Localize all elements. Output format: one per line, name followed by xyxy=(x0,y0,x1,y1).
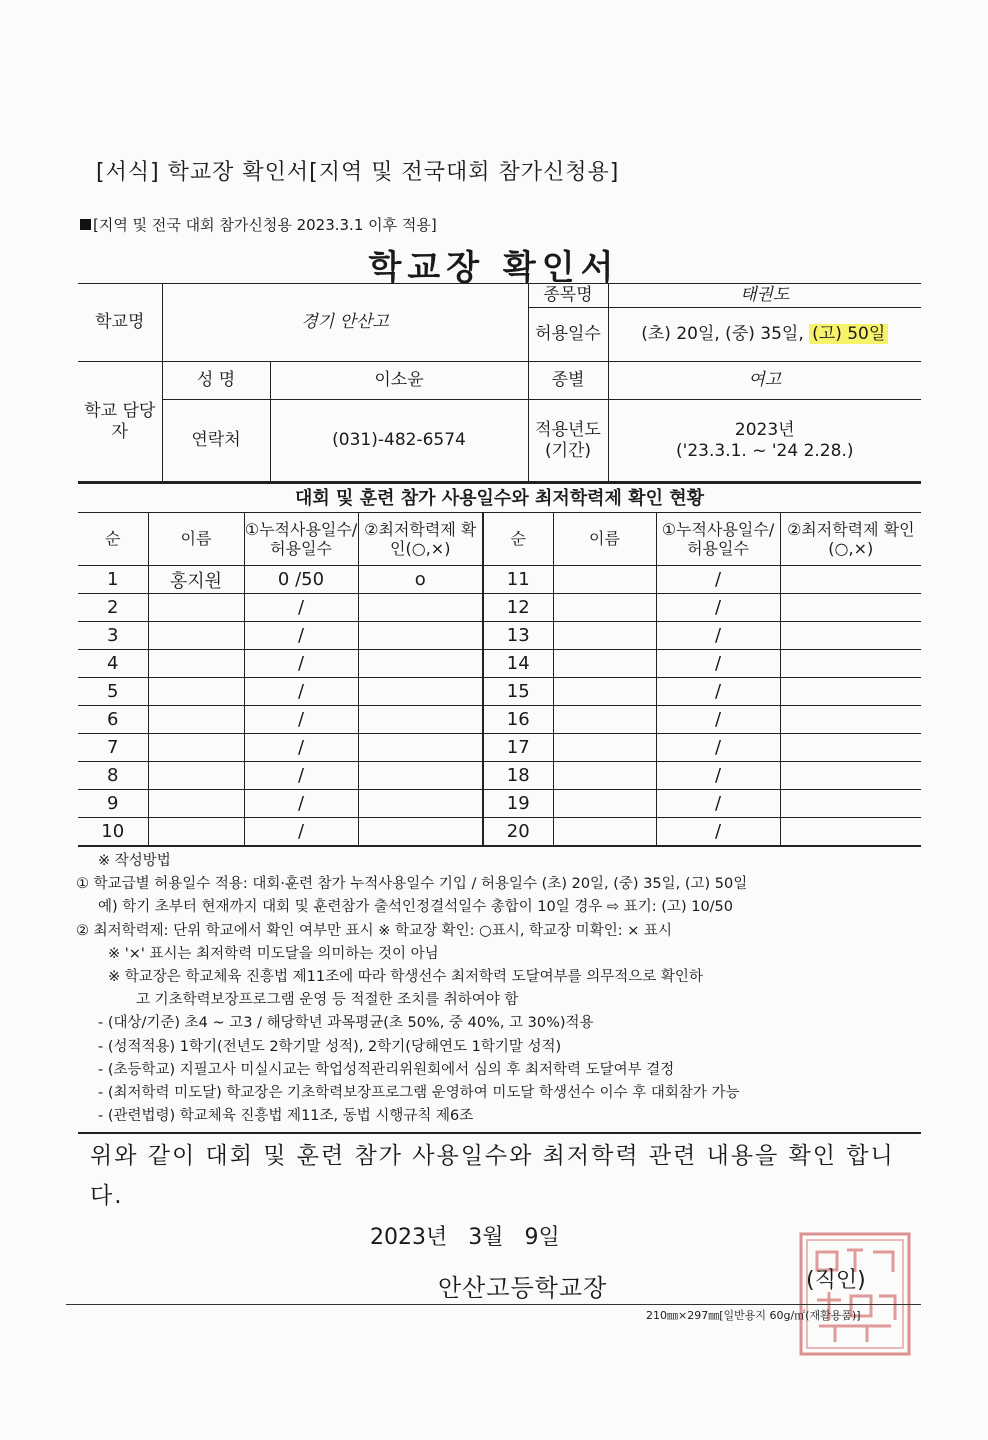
name-cell: 홍지원 xyxy=(148,566,244,594)
name-cell xyxy=(553,734,656,762)
table-row xyxy=(78,706,921,734)
note-line: ① 학교급별 허용일수 적용: 대회·훈련 참가 누적사용일수 기입 / 허용일수 (초) 20일, (중) 35일, (고) 50일 xyxy=(76,876,748,893)
check-cell xyxy=(780,622,921,650)
seq-cell: 2 xyxy=(78,594,148,622)
notice xyxy=(80,214,437,235)
seq-cell: 10 xyxy=(78,818,148,847)
note-line: - (성적적용) 1학기(전년도 2학기말 성적), 2학기(당해연도 1학기말 성적) xyxy=(98,1038,562,1055)
days-cell: / xyxy=(244,650,358,678)
days-cell: 0 /50 xyxy=(244,566,358,594)
year-period: ('23.3.1. ~ '24 2.28.) xyxy=(676,440,854,461)
seal-label: (직인) xyxy=(806,1268,866,1293)
name-cell xyxy=(148,762,244,790)
seq-cell: 11 xyxy=(483,566,553,594)
header-days-right: ①누적사용일수/허용일수 xyxy=(656,513,780,566)
check-cell xyxy=(358,650,483,678)
seq-cell: 12 xyxy=(483,594,553,622)
seq-cell: 15 xyxy=(483,678,553,706)
table-row xyxy=(78,818,921,847)
check-cell xyxy=(780,650,921,678)
note-line: 고 기초학력보장프로그램 운영 등 적절한 조치를 취하여야 함 xyxy=(136,992,519,1009)
square-bullet-icon xyxy=(80,219,91,230)
name-cell xyxy=(148,678,244,706)
days-cell: / xyxy=(244,678,358,706)
seq-cell: 14 xyxy=(483,650,553,678)
name-cell xyxy=(553,650,656,678)
days-cell: / xyxy=(244,706,358,734)
days-cell: / xyxy=(656,734,780,762)
check-cell xyxy=(780,734,921,762)
info-table xyxy=(78,283,921,482)
bottom-divider xyxy=(66,1304,921,1305)
check-cell xyxy=(358,762,483,790)
seq-cell: 20 xyxy=(483,818,553,847)
days-cell: / xyxy=(656,566,780,594)
days-cell: / xyxy=(244,594,358,622)
note-line: 예) 학기 초부터 현재까지 대회 및 훈련참가 출석인정결석일수 총합이 10일 경우 ⇨ 표기: (고) 10/50 xyxy=(98,899,734,916)
days-cell: / xyxy=(656,790,780,818)
note-line: - (초등학교) 지필고사 미실시교는 학업성적관리위원회에서 심의 후 최저학력 도달여부 결정 xyxy=(98,1061,675,1078)
seq-cell: 8 xyxy=(78,762,148,790)
days-cell: / xyxy=(656,650,780,678)
status-table xyxy=(78,512,921,847)
check-cell xyxy=(358,594,483,622)
notes-heading: ※ 작성방법 xyxy=(98,853,171,869)
table-row xyxy=(78,734,921,762)
days-cell: / xyxy=(656,678,780,706)
name-cell xyxy=(553,762,656,790)
name-cell xyxy=(553,706,656,734)
days-cell: / xyxy=(656,622,780,650)
form-label: [서식] 학교장 확인서[지역 및 전국대회 참가신청용] xyxy=(96,160,620,185)
days-cell: / xyxy=(656,762,780,790)
year-value xyxy=(608,400,921,482)
days-cell: / xyxy=(656,594,780,622)
school-value: 경기 안산고 xyxy=(162,284,528,362)
name-cell xyxy=(553,622,656,650)
check-cell xyxy=(780,706,921,734)
check-cell xyxy=(358,622,483,650)
seq-cell: 7 xyxy=(78,734,148,762)
days-cell: / xyxy=(244,818,358,847)
name-cell xyxy=(148,790,244,818)
check-cell: o xyxy=(358,566,483,594)
days-value-text: (초) 20일, (중) 35일, xyxy=(641,324,804,345)
seq-cell: 13 xyxy=(483,622,553,650)
header-seq: 순 xyxy=(78,513,148,566)
name-cell xyxy=(148,818,244,847)
check-cell xyxy=(780,566,921,594)
table-row xyxy=(78,650,921,678)
name-label: 성 명 xyxy=(162,362,270,400)
days-cell: / xyxy=(244,622,358,650)
school-label: 학교명 xyxy=(78,284,162,362)
name-cell xyxy=(553,566,656,594)
check-cell xyxy=(780,678,921,706)
name-cell xyxy=(148,622,244,650)
check-cell xyxy=(358,818,483,847)
contact-value: (031)-482-6574 xyxy=(270,400,528,482)
days-cell: / xyxy=(656,818,780,847)
check-cell xyxy=(780,790,921,818)
check-cell xyxy=(780,762,921,790)
table-row xyxy=(78,762,921,790)
section-title: 대회 및 훈련 참가 사용일수와 최저학력제 확인 현황 xyxy=(78,482,921,514)
seq-cell: 19 xyxy=(483,790,553,818)
page-title: 학교장 확인서 xyxy=(368,248,620,288)
table-row xyxy=(78,566,921,594)
event-label: 종목명 xyxy=(528,284,608,308)
seq-cell: 9 xyxy=(78,790,148,818)
table-row xyxy=(78,594,921,622)
table-row xyxy=(78,790,921,818)
official-seal-icon xyxy=(795,1230,915,1358)
seq-cell: 17 xyxy=(483,734,553,762)
note-line: - (관련법령) 학교체육 진흥법 제11조, 동법 시행규칙 제6조 xyxy=(98,1108,474,1125)
year-value-text: 2023년 xyxy=(734,419,795,440)
table-row xyxy=(78,678,921,706)
seq-cell: 1 xyxy=(78,566,148,594)
manager-label: 학교 담당자 xyxy=(78,362,162,482)
notice-text: [지역 및 전국 대회 참가신청용 2023.3.1 이후 적용] xyxy=(93,216,437,234)
notes xyxy=(76,850,926,1128)
seq-cell: 5 xyxy=(78,678,148,706)
note-line: ※ 학교장은 학교체육 진흥법 제11조에 따라 학생선수 최저학력 도달여부를 의무적으로 확인하 xyxy=(108,969,703,986)
year-label: 적용년도 (기간) xyxy=(528,400,608,482)
divider xyxy=(78,1132,921,1134)
check-cell xyxy=(780,594,921,622)
paper-spec: 210㎜×297㎜[일반용지 60g/㎡(재활용품)] xyxy=(646,1309,861,1322)
note-line: - (최저학력 미도달) 학교장은 기초학력보장프로그램 운영하여 미도달 학생선수 이수 후 대회참가 가능 xyxy=(98,1085,740,1102)
date: 2023년 3월 9일 xyxy=(370,1225,560,1250)
check-cell xyxy=(358,734,483,762)
days-cell: / xyxy=(244,734,358,762)
name-cell xyxy=(148,594,244,622)
principal-name: 안산고등학교장 xyxy=(438,1274,608,1302)
note-line: - (대상/기준) 초4 ~ 고3 / 해당학년 과목평균(초 50%, 중 40%, 고 30%)적용 xyxy=(98,1015,594,1032)
gender-value: 여고 xyxy=(608,362,921,400)
seq-cell: 3 xyxy=(78,622,148,650)
name-cell xyxy=(553,594,656,622)
name-cell xyxy=(553,678,656,706)
header-seq-right: 순 xyxy=(483,513,553,566)
days-cell: / xyxy=(244,790,358,818)
header-name: 이름 xyxy=(148,513,244,566)
days-cell: / xyxy=(244,762,358,790)
table-row xyxy=(78,622,921,650)
header-name-right: 이름 xyxy=(553,513,656,566)
name-cell xyxy=(148,706,244,734)
seq-cell: 18 xyxy=(483,762,553,790)
note-line: ② 최저학력제: 단위 학교에서 확인 여부만 표시 ※ 학교장 확인: ○표시, 학교장 미확인: × 표시 xyxy=(76,922,672,939)
seq-cell: 4 xyxy=(78,650,148,678)
seq-cell: 6 xyxy=(78,706,148,734)
header-days: ①누적사용일수/허용일수 xyxy=(244,513,358,566)
seq-cell: 16 xyxy=(483,706,553,734)
name-cell xyxy=(553,818,656,847)
name-value: 이소윤 xyxy=(270,362,528,400)
check-cell xyxy=(358,790,483,818)
days-value xyxy=(608,308,921,362)
days-highlight: (고) 50일 xyxy=(809,324,888,344)
days-label: 허용일수 xyxy=(528,308,608,362)
days-cell: / xyxy=(656,706,780,734)
confirm-text: 위와 같이 대회 및 훈련 참가 사용일수와 최저학력 관련 내용을 확인 합니다. xyxy=(90,1143,895,1209)
name-cell xyxy=(553,790,656,818)
note-line: ※ '×' 표시는 최저학력 미도달을 의미하는 것이 아님 xyxy=(108,945,439,962)
check-cell xyxy=(358,706,483,734)
event-value: 태권도 xyxy=(608,284,921,308)
name-cell xyxy=(148,650,244,678)
check-cell xyxy=(780,818,921,847)
gender-label: 종별 xyxy=(528,362,608,400)
check-cell xyxy=(358,678,483,706)
header-check-right: ②최저학력제 확인(○,×) xyxy=(780,513,921,566)
contact-label: 연락처 xyxy=(162,400,270,482)
header-check: ②최저학력제 확인(○,×) xyxy=(358,513,483,566)
name-cell xyxy=(148,734,244,762)
